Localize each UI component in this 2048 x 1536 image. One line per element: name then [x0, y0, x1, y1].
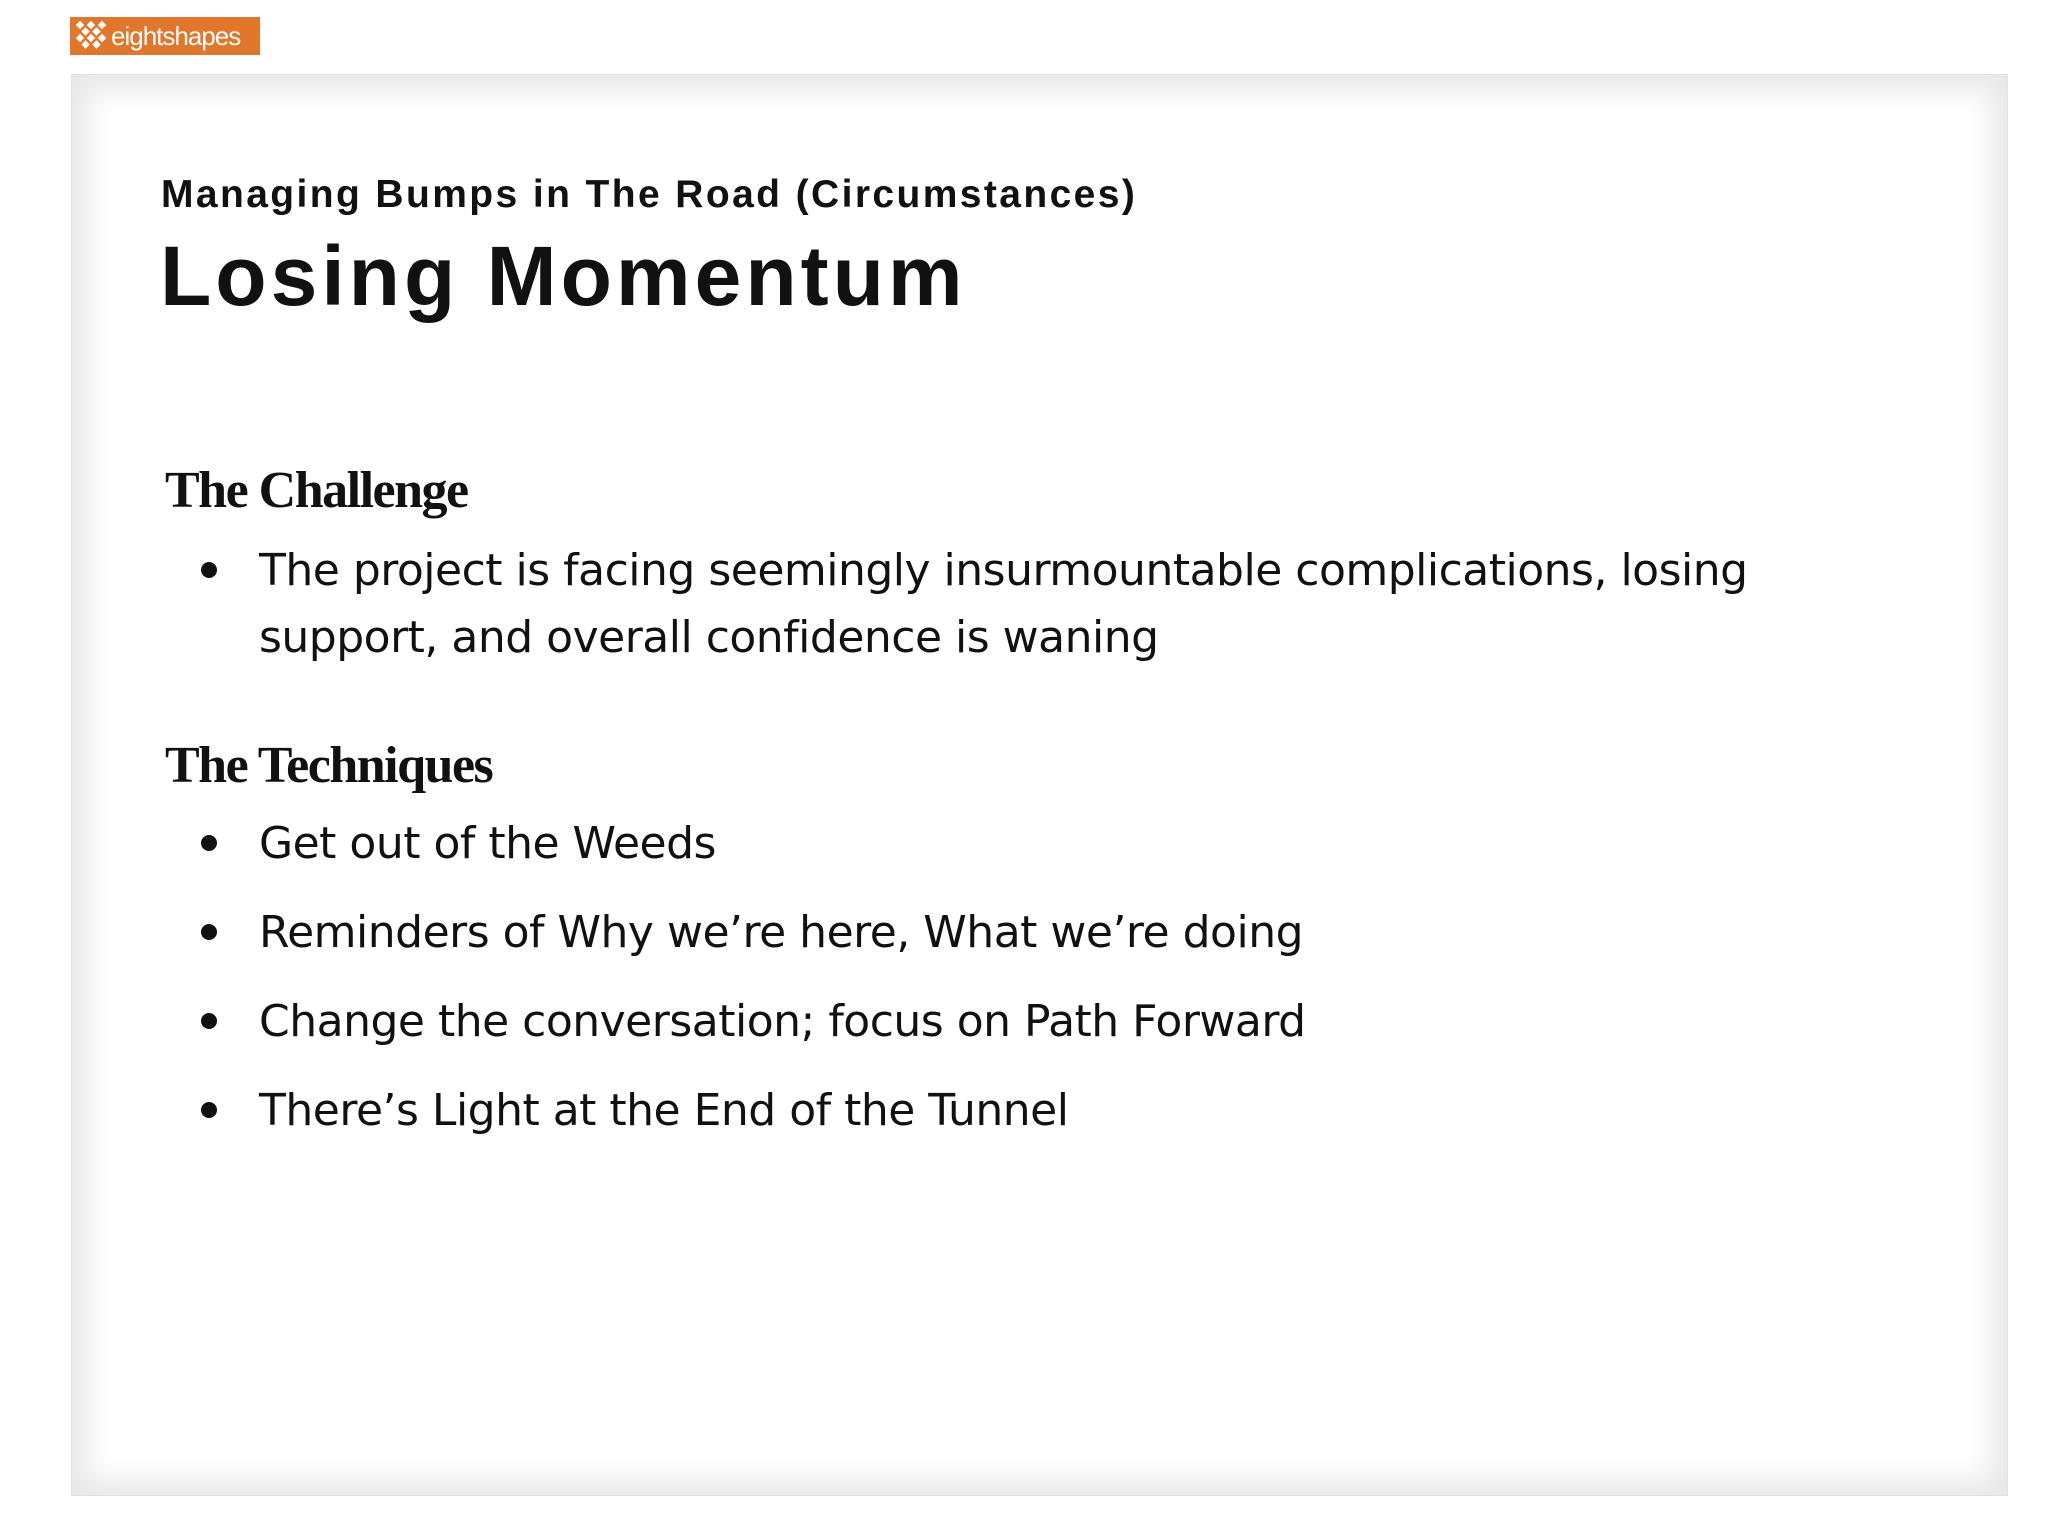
bullet-icon — [201, 1013, 217, 1029]
slide-subtitle: Managing Bumps in The Road (Circumstances) — [161, 173, 1138, 216]
list-item-text: Reminders of Why we’re here, What we’re doing — [259, 907, 1304, 958]
list-item-text: The project is facing seemingly insurmountable complications, losing support, and overall confidence is waning — [259, 545, 1748, 663]
challenge-heading: The Challenge — [165, 462, 468, 519]
list-item-text: Change the conversation; focus on Path Forward — [259, 996, 1306, 1047]
list-item-text: There’s Light at the End of the Tunnel — [259, 1085, 1069, 1136]
techniques-heading: The Techniques — [165, 737, 493, 794]
list-item-text: Get out of the Weeds — [259, 818, 716, 869]
challenge-list — [0, 537, 1880, 671]
bullet-icon — [201, 835, 217, 851]
techniques-list — [0, 810, 1306, 1166]
bullet-icon — [201, 1102, 217, 1118]
bullet-icon — [201, 924, 217, 940]
slide-title: Losing Momentum — [160, 229, 967, 323]
list-item — [0, 1077, 1306, 1144]
list-item — [0, 810, 1306, 877]
brand-logo — [70, 17, 260, 55]
list-item — [0, 537, 1879, 671]
list-item — [0, 899, 1306, 966]
bullet-icon — [201, 562, 217, 578]
grid-diamond-icon — [74, 19, 108, 53]
list-item — [0, 988, 1306, 1055]
logo-text: eightshapes — [111, 21, 241, 51]
